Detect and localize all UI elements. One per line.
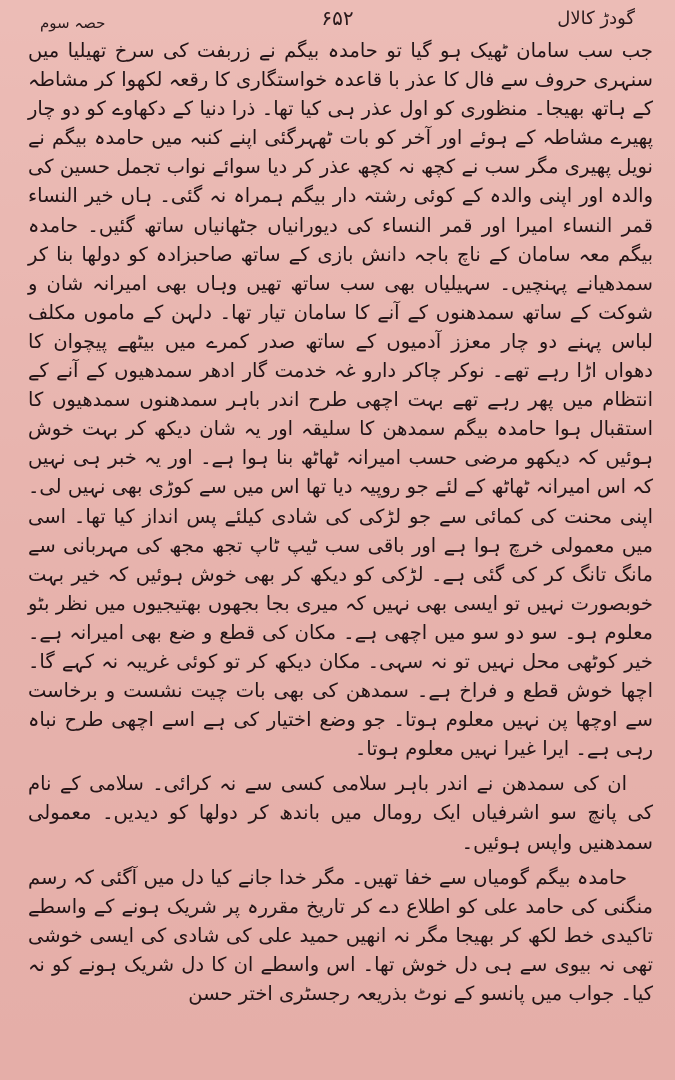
page-header (40, 6, 635, 36)
paragraph-1: جب سب سامان ٹھیک ہو گیا تو حامدہ بیگم نے زربفت کی سرخ تھیلیا میں سنہری حروف سے فال کا عذر با قاعدہ خواستگاری کا رقعہ لکھوا کر مشاطہ کے ہاتھ بھیجا۔ منظوری کو اول عذر ہی کیا تھا۔ ذرا دنیا کے دکھاوے کو دو چار پھیرے مشاطہ کے ہوئے اور آخر کو بات ٹھہرگئی اپنے کنبہ میں حامدہ بیگم نے نویل پھیری مگر سب نے کچھ نہ کچھ عذر کر دیا سوائے نواب تجمل حسین کی والدہ اور اپنی والدہ کے کوئی رشتہ دار بیگم ہمراہ نہ گئی۔ ہاں خیر النساء قمر النساء امیرا اور قمر النساء کی دیورانیاں جٹھانیاں ساتھ گئیں۔ حامدہ بیگم معہ سامان کے ناچ باجہ دانش بازی کے ساتھ صاحبزادہ کو دولھا بنا کر سمدھیانے پہنچیں۔ سہیلیاں بھی سب ساتھ تھیں وہاں بھی امیرانہ شان و شوکت کے ساتھ سمدھنوں کے آنے کا سامان تیار تھا۔ دلہن کے ماموں مکلف لباس پہنے دو چار معزز آدمیوں کے ساتھ صدر کمرے میں بیٹھے پیچوان کا دھواں اڑا رہے تھے۔ نوکر چاکر دارو غہ خدمت گار ادھر سمدھیوں کے آنے کے انتظام میں پھر رہے تھے بہت اچھی طرح اندر باہر سمدھنوں سمدھیوں کا استقبال ہوا حامدہ بیگم سمدھن کا سلیقہ اور یہ شان دیکھ کر بہت خوش ہوئیں کہ دیکھو مرضی حسب امیرانہ ٹھاٹھ بنا ہوا ہے۔ اور یہ خبر ہی نہیں کہ اس امیرانہ ٹھاٹھ کے لئے جو روپیہ دیا تھا اس میں سے کوڑی بھی نہیں لی۔ اپنی محنت کی کمائی سے جو لڑکی کی شادی کیلئے پس انداز کیا تھا۔ اسی میں معمولی خرچ ہوا ہے اور باقی سب ٹیپ ٹاپ تجھ مجھ کی مہربانی سے مانگ تانگ کر کی گئی ہے۔ لڑکی کو دیکھ کر بھی خوش ہوئیں کہ خیر بہت خوبصورت نہیں تو ایسی بھی نہیں کہ میری بجا بجھوں بھتیجیوں میں نظر بٹو معلوم ہو۔ سو دو سو میں اچھی ہے۔ مکان کی قطع و ضع بھی امیرانہ ہے۔ خیر کوٹھی محل نہیں تو نہ سہی۔ مکان دیکھ کر تو کوئی غریبہ نہ کہے گا۔ اچھا خوش قطع و فراخ ہے۔ سمدھن کی بھی بات چیت نشست و برخاست سے اوچھا پن نہیں معلوم ہوتا۔ جو وضع اختیار کی ہے اسے اچھی طرح نباہ رہی ہے۔ ایرا غیرا نہیں معلوم ہوتا۔ (28, 39, 653, 761)
page-number: ۶۵۲ (321, 6, 354, 30)
section-label: حصہ سوم (40, 14, 106, 32)
paragraph-3: حامدہ بیگم گومیاں سے خفا تھیں۔ مگر خدا جانے کیا دل میں آگئی کہ رسم منگنی کی حامد علی کو اطلاع دے کر تاریخ مقررہ پر شریک ہونے کے واسطے تاکیدی خط لکھ کر بھیجا مگر نہ انھیں حمید علی کی شادی کی ایسی خوشی تھی نہ بیوی سے ہی دل خوش تھا۔ اس واسطے ان کا دل شریک ہونے کو نہ کیا۔ جواب میں پانسو کے نوٹ بذریعہ رجسٹری اختر حسن (28, 865, 653, 1005)
running-title: گودڑ کالال (557, 8, 635, 29)
paragraph-2: ان کی سمدھن نے اندر باہر سلامی کسی سے نہ کرائی۔ سلامی کے نام کی پانچ سو اشرفیاں ایک رومال میں باندھ کر دولھا کو دیدیں۔ معمولی سمدھنیں واپس ہوئیں۔ (28, 772, 653, 854)
body-text (28, 36, 653, 1050)
